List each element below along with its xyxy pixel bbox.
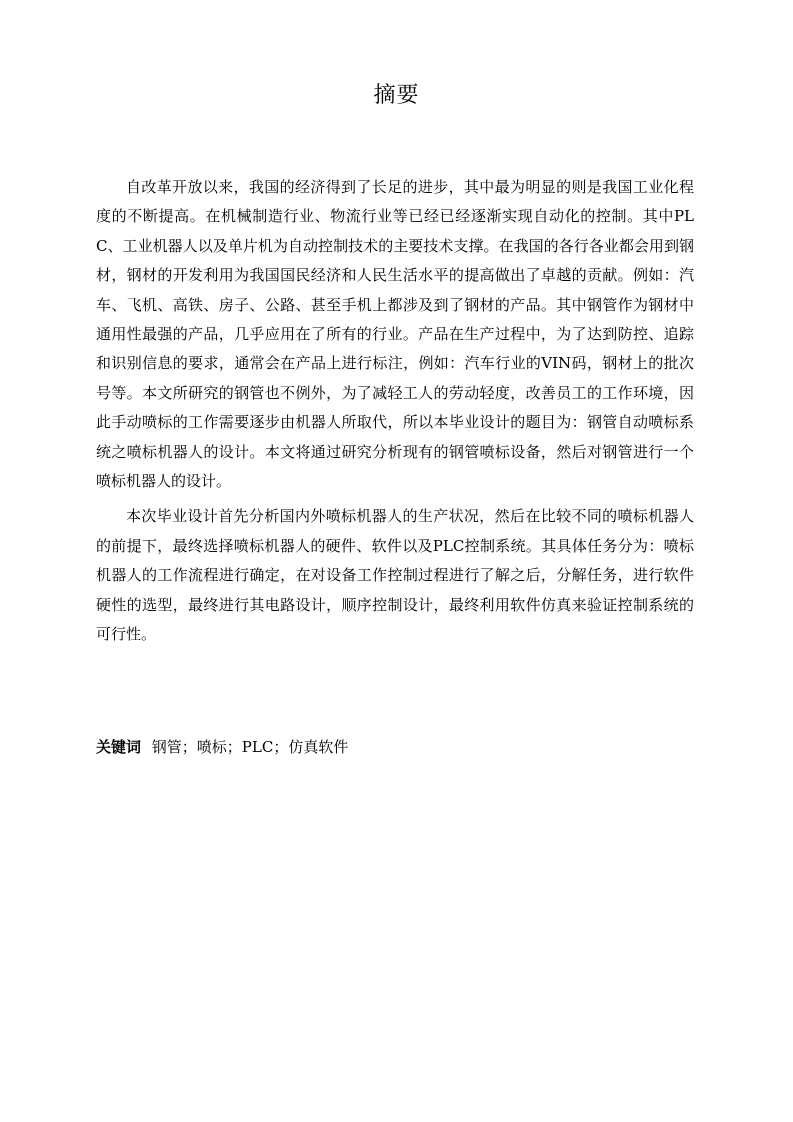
keywords-text: 钢管；喷标；PLC；仿真软件 <box>151 738 349 756</box>
abstract-body <box>96 173 694 650</box>
keywords-label: 关键词 <box>96 738 142 756</box>
abstract-paragraph-2: 本次毕业设计首先分析国内外喷标机器人的生产状况，然后在比较不同的喷标机器人的前提下，最终选择喷标机器人的硬件、软件以及PLC控制系统。其具体任务分为：喷标机器人的工作流程进行确定，在对设备工作控制过程进行了解之后，分解任务，进行软件硬性的选型，最终进行其电路设计，顺序控制设计，最终利用软件仿真来验证控制系统的可行性。 <box>96 507 694 644</box>
page-title: 摘要 <box>373 83 420 108</box>
keywords-line <box>96 733 694 761</box>
abstract-paragraph-1: 自改革开放以来，我国的经济得到了长足的进步，其中最为明显的则是我国工业化程度的不断提高。在机械制造行业、物流行业等已经已经逐渐实现自动化的控制。其中PLC、工业机器人以及单片机为自动控制技术的主要技术支撑。在我国的各行各业都会用到钢材，钢材的开发利用为我国国民经济和人民生活水平的提高做出了卓越的贡献。例如：汽车、飞机、高铁、房子、公路、甚至手机上都涉及到了钢材的产品。其中钢管作为钢材中通用性最强的产品，几乎应用在了所有的行业。产品在生产过程中，为了达到防控、追踪和识别信息的要求，通常会在产品上进行标注，例如：汽车行业的VIN码，钢材上的批次号等。本文所研究的钢管也不例外，为了减轻工人的劳动轻度，改善员工的工作环境，因此手动喷标的工作需要逐步由机器人所取代，所以本毕业设计的题目为：钢管自动喷标系统之喷标机器人的设计。本文将通过研究分析现有的钢管喷标设备，然后对钢管进行一个喷标机器人的设计。 <box>96 178 694 491</box>
